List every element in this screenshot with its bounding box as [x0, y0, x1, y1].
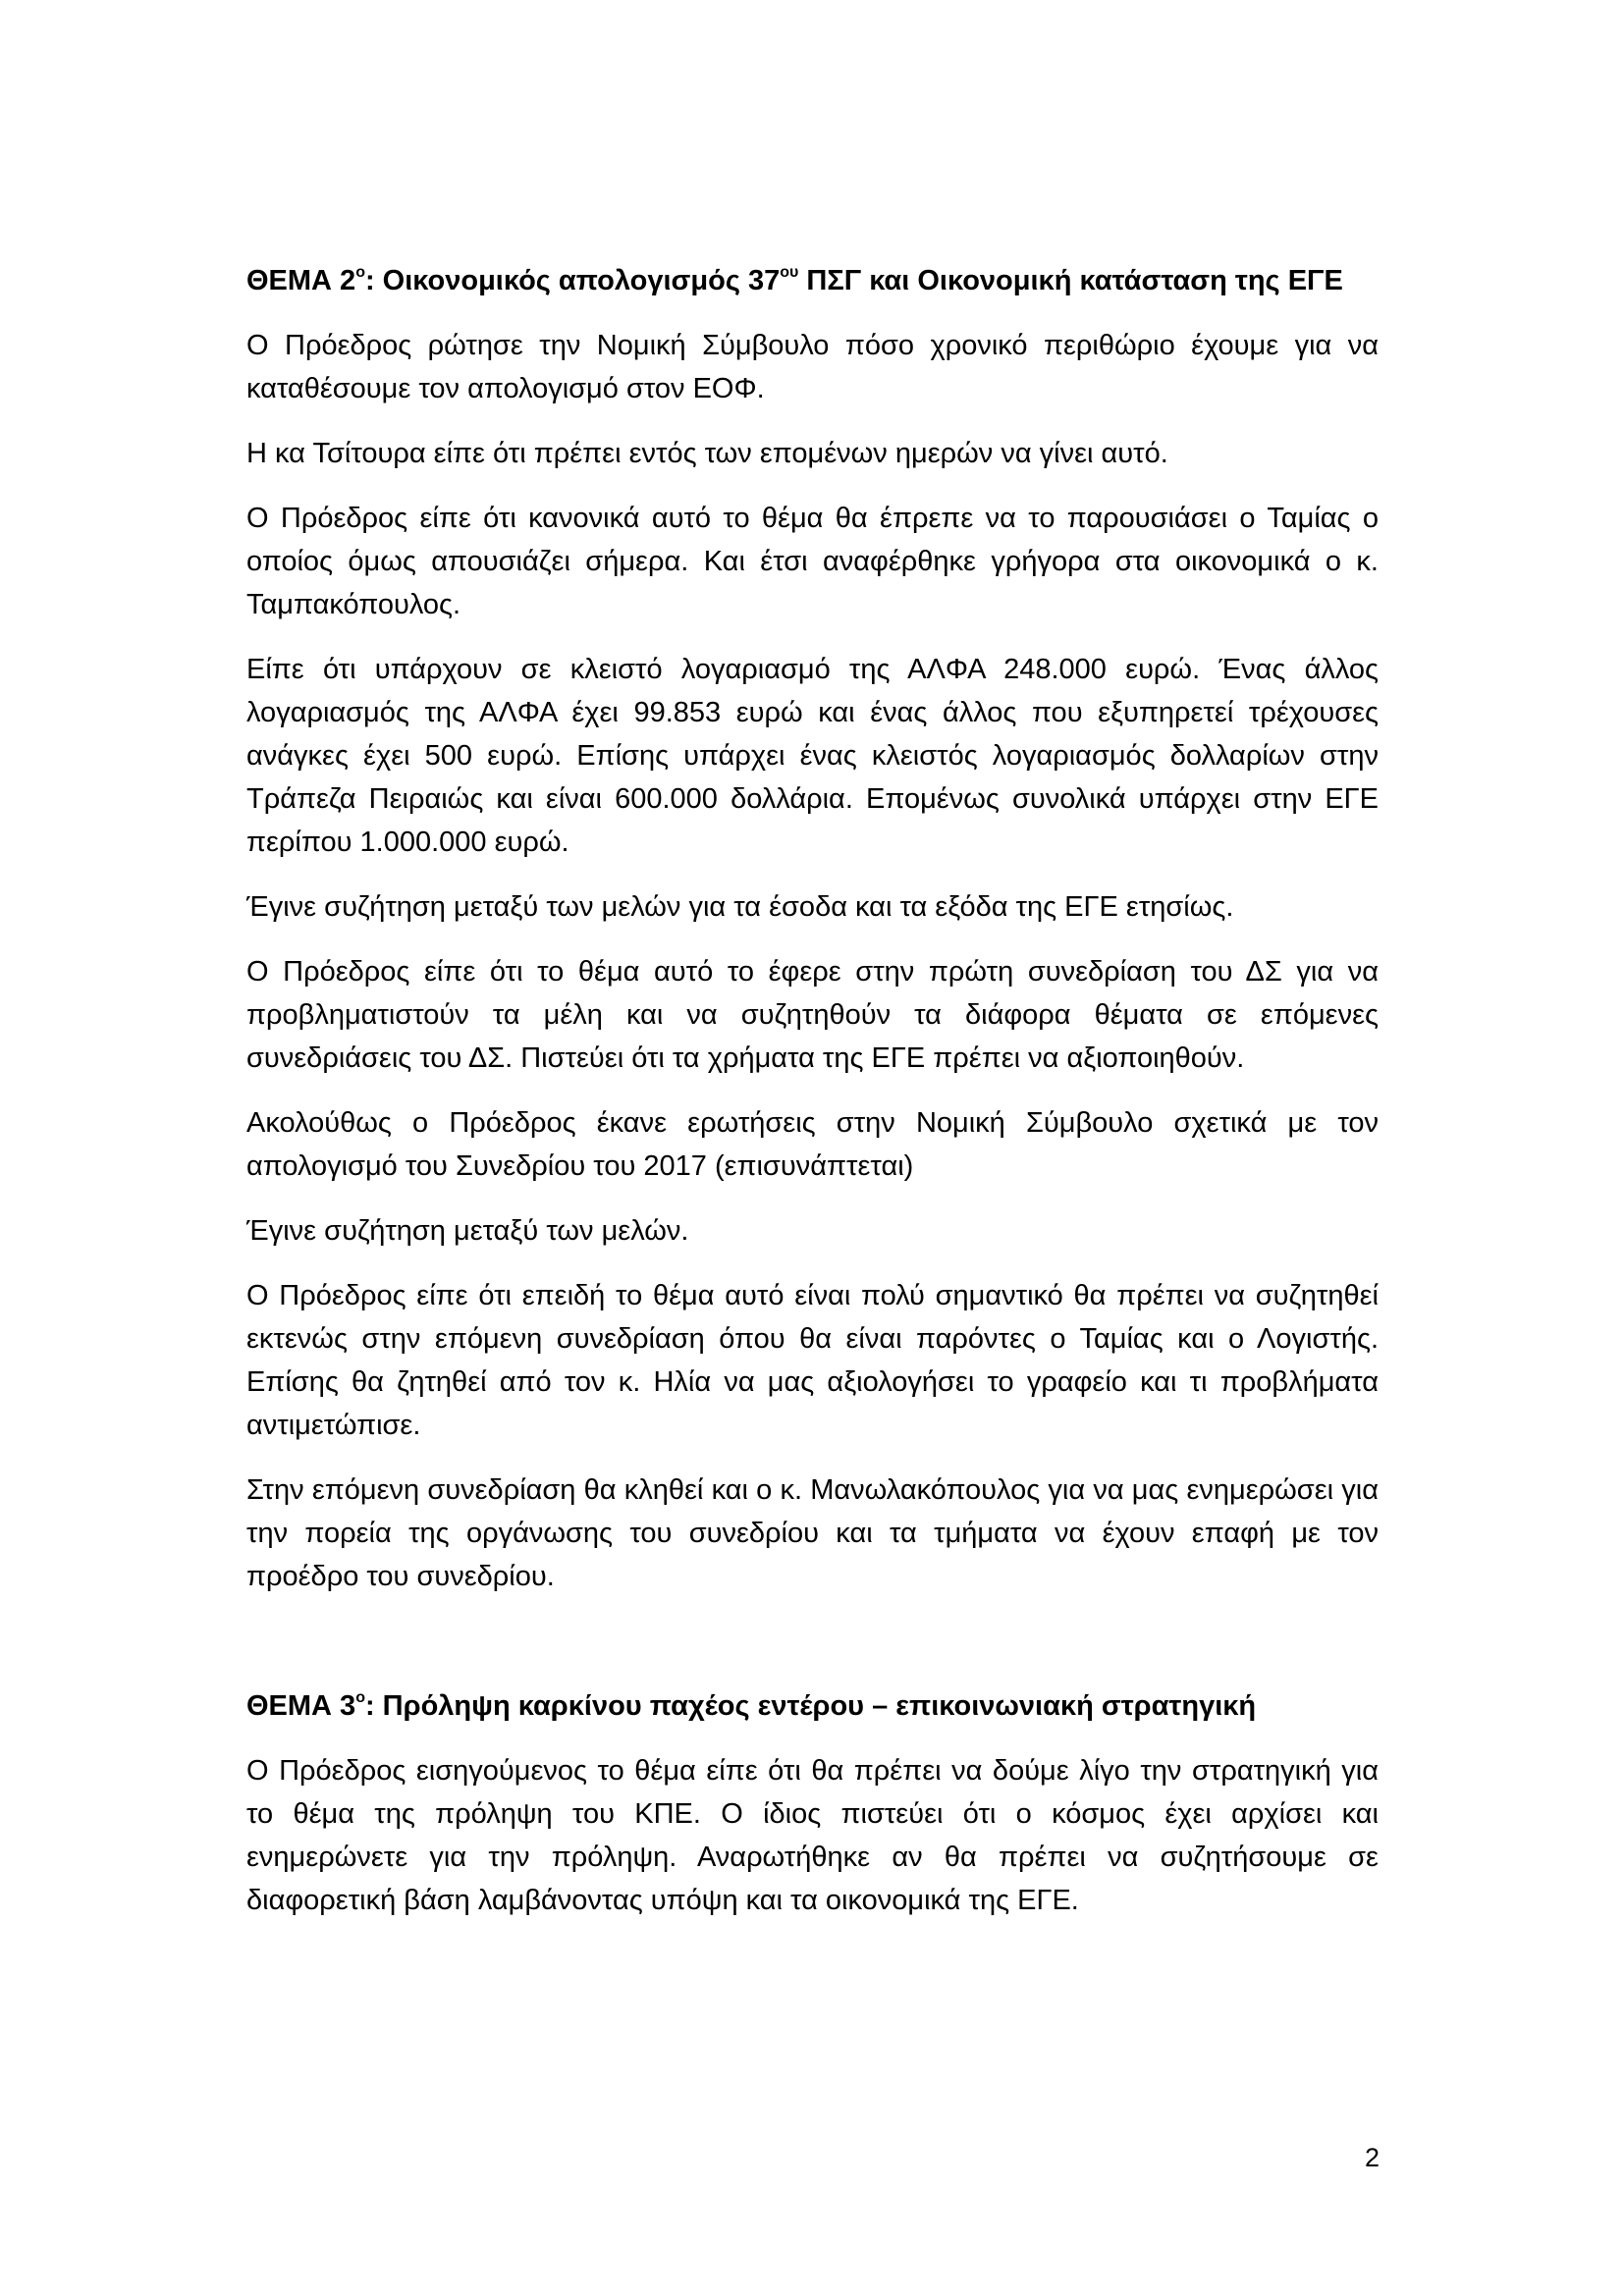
page-number: 2: [1365, 2143, 1380, 2172]
paragraph: Ο Πρόεδρος ρώτησε την Νομική Σύμβουλο πόσο χρονικό περιθώριο έχουμε για να καταθέσουμε τον απολογισμό στον ΕΟΦ.: [246, 330, 1379, 404]
paragraph: Ο Πρόεδρος εισηγούμενος το θέμα είπε ότι θα πρέπει να δούμε λίγο την στρατηγική για το θέμα της πρόληψη του ΚΠΕ. Ο ίδιος πιστεύει ότι ο κόσμος έχει αρχίσει και ενημερώνετε για την πρόληψη. Αναρωτήθηκε αν θα πρέπει να συζητήσουμε σε διαφορετική βάση λαμβάνοντας υπόψη και τα οικονομικά της ΕΓΕ.: [246, 1755, 1379, 1916]
paragraph: Η κα Τσίτουρα είπε ότι πρέπει εντός των επομένων ημερών να γίνει αυτό.: [246, 438, 1168, 469]
heading-text: ΘΕΜΑ 3: [246, 1690, 356, 1722]
section-spacer: [246, 1620, 1379, 1684]
ordinal-superscript: ου: [780, 264, 799, 282]
heading-text: ΘΕΜΑ 2: [246, 265, 356, 296]
ordinal-superscript: ο: [355, 1689, 365, 1707]
paragraph: Ακολούθως ο Πρόεδρος έκανε ερωτήσεις στην Νομική Σύμβουλο σχετικά με τον απολογισμό του Συνεδρίου του 2017 (επισυνάπτεται): [246, 1107, 1379, 1182]
heading-text: ΠΣΓ και Οικονομική κατάσταση της ΕΓΕ: [798, 265, 1343, 296]
paragraph: Είπε ότι υπάρχουν σε κλειστό λογαριασμό της ΑΛΦΑ 248.000 ευρώ. Ένας άλλος λογαριασμός της ΑΛΦΑ έχει 99.853 ευρώ και ένας άλλος που εξυπηρετεί τρέχουσες ανάγκες έχει 500 ευρώ. Επίσης υπάρχει ένας κλειστός λογαριασμός δολλαρίων στην Τράπεζα Πειραιώς και είναι 600.000 δολλάρια. Επομένως συνολικά υπάρχει στην ΕΓΕ περίπου 1.000.000 ευρώ.: [246, 654, 1379, 858]
heading-text: : Πρόληψη καρκίνου παχέος εντέρου – επικοινωνιακή στρατηγική: [364, 1690, 1257, 1722]
paragraph: Στην επόμενη συνεδρίαση θα κληθεί και ο κ. Μανωλακόπουλος για να μας ενημερώσει για την πορεία της οργάνωσης του συνεδρίου και τα τμήματα να έχουν επαφή με τον προέδρο του συνεδρίου.: [246, 1474, 1379, 1592]
paragraph: Έγινε συζήτηση μεταξύ των μελών.: [246, 1215, 689, 1247]
section-2-heading: [246, 259, 1379, 302]
paragraph: Έγινε συζήτηση μεταξύ των μελών για τα έσοδα και τα εξόδα της ΕΓΕ ετησίως.: [246, 891, 1234, 923]
paragraph: Ο Πρόεδρος είπε ότι κανονικά αυτό το θέμα θα έπρεπε να το παρουσιάσει ο Ταμίας ο οποίος όμως απουσιάζει σήμερα. Και έτσι αναφέρθηκε γρήγορα στα οικονομικά ο κ. Ταμπακόπουλος.: [246, 503, 1379, 620]
paragraph: Ο Πρόεδρος είπε ότι το θέμα αυτό το έφερε στην πρώτη συνεδρίαση του ΔΣ για να προβληματιστούν τα μέλη και να συζητηθούν τα διάφορα θέματα σε επόμενες συνεδριάσεις του ΔΣ. Πιστεύει ότι τα χρήματα της ΕΓΕ πρέπει να αξιοποιηθούν.: [246, 956, 1379, 1074]
paragraph: Ο Πρόεδρος είπε ότι επειδή το θέμα αυτό είναι πολύ σημαντικό θα πρέπει να συζητηθεί εκτενώς στην επόμενη συνεδρίαση όπου θα είναι παρόντες ο Ταμίας και ο Λογιστής. Επίσης θα ζητηθεί από τον κ. Ηλία να μας αξιολογήσει το γραφείο και τι προβλήματα αντιμετώπισε.: [246, 1280, 1379, 1441]
document-page: [246, 259, 1379, 1944]
ordinal-superscript: ο: [355, 264, 365, 282]
section-3-heading: [246, 1684, 1379, 1728]
heading-text: : Οικονομικός απολογισμός 37: [364, 265, 781, 296]
